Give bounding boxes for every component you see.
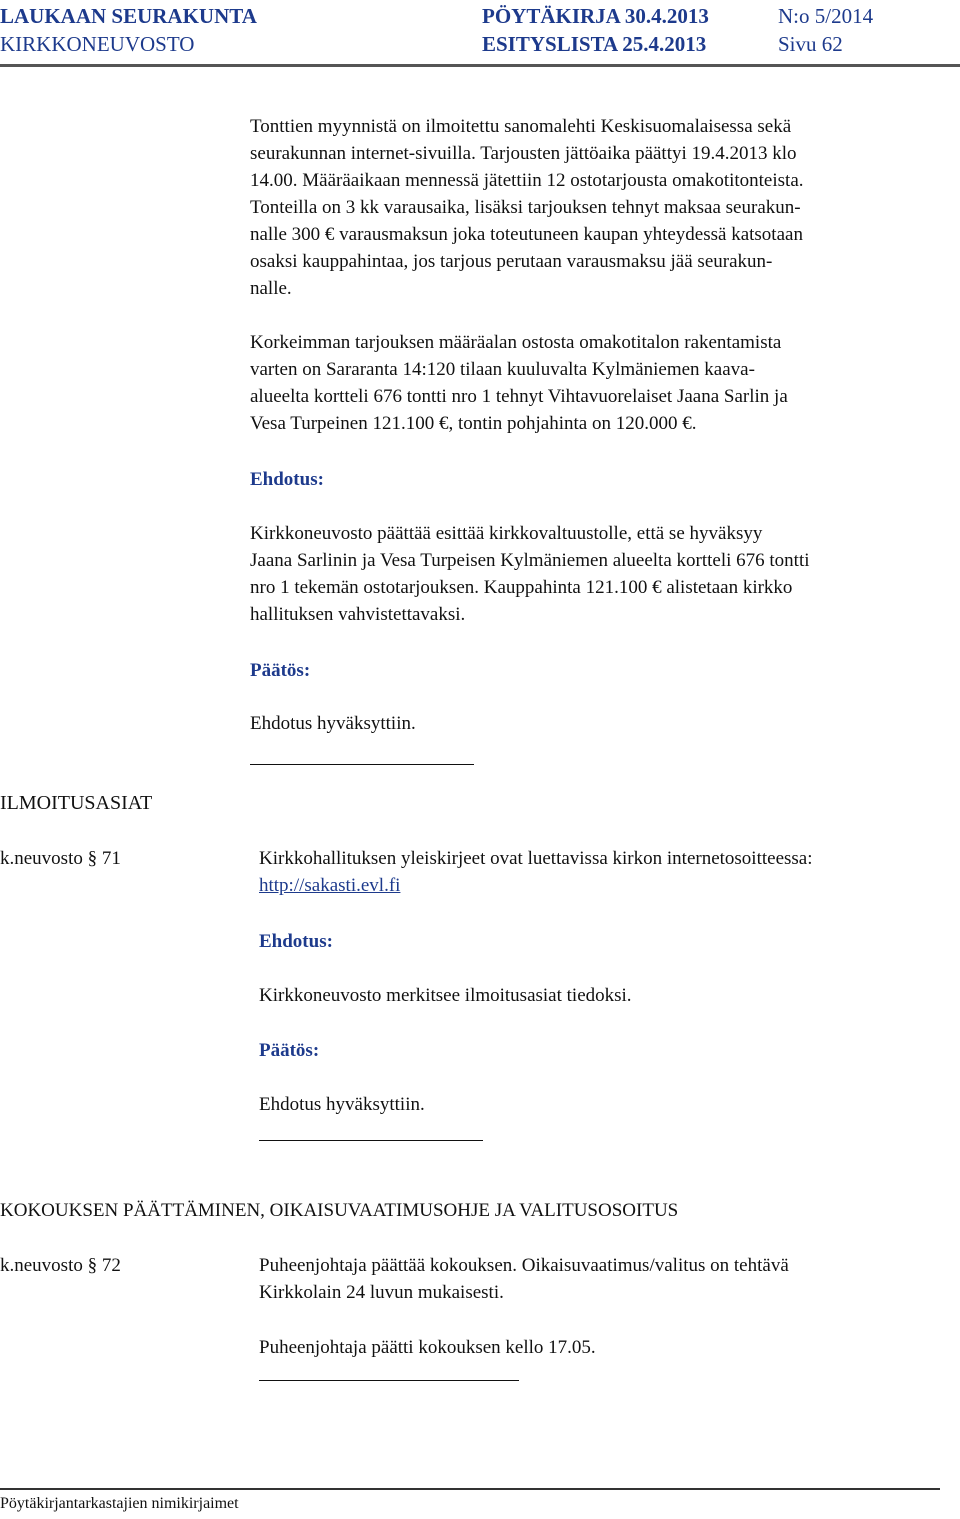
- org-name: LAUKAAN SEURAKUNTA: [0, 4, 257, 28]
- footer-label: Pöytäkirjantarkastajien nimikirjaimet: [0, 1495, 239, 1512]
- text-line: Korkeimman tarjouksen määräalan ostosta omakotitalon rakentamista: [250, 332, 782, 353]
- text-line: 14.00. Määräaikaan mennessä jätettiin 12 ostotarjousta omakotitonteista.: [250, 170, 804, 191]
- text-line: Tonttien myynnistä on ilmoitettu sanomalehti Keskisuomalaisessa sekä: [250, 116, 792, 137]
- section2-text-block: [259, 845, 956, 899]
- text-line: Puheenjohtaja päättää kokouksen. Oikaisuvaatimus/valitus on tehtävä: [259, 1255, 789, 1276]
- section2-proposal: Kirkkoneuvosto merkitsee ilmoitusasiat tiedoksi.: [259, 985, 632, 1006]
- signature-line: [259, 1140, 483, 1141]
- section1-proposal: [250, 520, 956, 628]
- text-line: Kirkkohallituksen yleiskirjeet ovat luettavissa kirkon internetosoitteessa:: [259, 848, 813, 869]
- text-line: Kirkkoneuvosto päättää esittää kirkkovaltuustolle, että se hyväksyy: [250, 523, 763, 544]
- section1-para2: [250, 329, 956, 437]
- section2-proposal-label: Ehdotus:: [259, 931, 333, 952]
- footer-rule: [0, 1488, 940, 1490]
- text-line: hallituksen vahvistettavaksi.: [250, 604, 466, 625]
- text-line: alueelta kortteli 676 tontti nro 1 tehnyt Vihtavuorelaiset Jaana Sarlin ja: [250, 386, 788, 407]
- text-line: nalle 300 € varausmaksun joka toteutuneen kaupan yhteydessä katsotaan: [250, 224, 803, 245]
- page-number: Sivu 62: [778, 32, 843, 56]
- text-line: nro 1 tekemän ostotarjouksen. Kauppahinta 121.100 € alistetaan kirkko: [250, 577, 793, 598]
- section2-decision: Ehdotus hyväksyttiin.: [259, 1094, 425, 1115]
- section3-closing: Puheenjohtaja päätti kokouksen kello 17.05.: [259, 1337, 596, 1358]
- section2-heading: ILMOITUSASIAT: [0, 792, 153, 814]
- text-line: osaksi kauppahintaa, jos tarjous perutaan varausmaksu jää seurakun-: [250, 251, 773, 272]
- minutes-date: PÖYTÄKIRJA 30.4.2013: [482, 4, 709, 28]
- document-number: N:o 5/2014: [778, 4, 874, 28]
- text-line: Kirkkolain 24 luvun mukaisesti.: [259, 1282, 504, 1303]
- text-line: seurakunnan internet-sivuilla. Tarjousten jättöaika päättyi 19.4.2013 klo: [250, 143, 797, 164]
- section3-ref: k.neuvosto § 72: [0, 1255, 121, 1276]
- section1-para1: [250, 113, 956, 302]
- signature-line: [259, 1380, 519, 1381]
- section1-proposal-label: Ehdotus:: [250, 469, 324, 490]
- text-line: varten on Sararanta 14:120 tilaan kuuluvalta Kylmäniemen kaava-: [250, 359, 755, 380]
- text-line: Vesa Turpeinen 121.100 €, tontin pohjahinta on 120.000 €.: [250, 413, 697, 434]
- body-name: KIRKKONEUVOSTO: [0, 32, 195, 56]
- section2-decision-label: Päätös:: [259, 1040, 320, 1061]
- section3-text: [259, 1252, 956, 1306]
- section1-decision: Ehdotus hyväksyttiin.: [250, 713, 416, 734]
- text-line: Jaana Sarlinin ja Vesa Turpeisen Kylmäniemen alueelta kortteli 676 tontti: [250, 550, 810, 571]
- text-line: Tonteilla on 3 kk varausaika, lisäksi tarjouksen tehnyt maksaa seurakun-: [250, 197, 801, 218]
- section2-ref: k.neuvosto § 71: [0, 848, 121, 869]
- sakasti-link[interactable]: http://sakasti.evl.fi: [259, 875, 401, 896]
- section1-decision-label: Päätös:: [250, 660, 311, 681]
- section3-heading: KOKOUKSEN PÄÄTTÄMINEN, OIKAISUVAATIMUSOHJE JA VALITUSOSOITUS: [0, 1200, 679, 1221]
- header-rule: [0, 64, 960, 67]
- signature-line: [250, 764, 474, 765]
- agenda-date: ESITYSLISTA 25.4.2013: [482, 32, 707, 56]
- text-line: nalle.: [250, 278, 292, 299]
